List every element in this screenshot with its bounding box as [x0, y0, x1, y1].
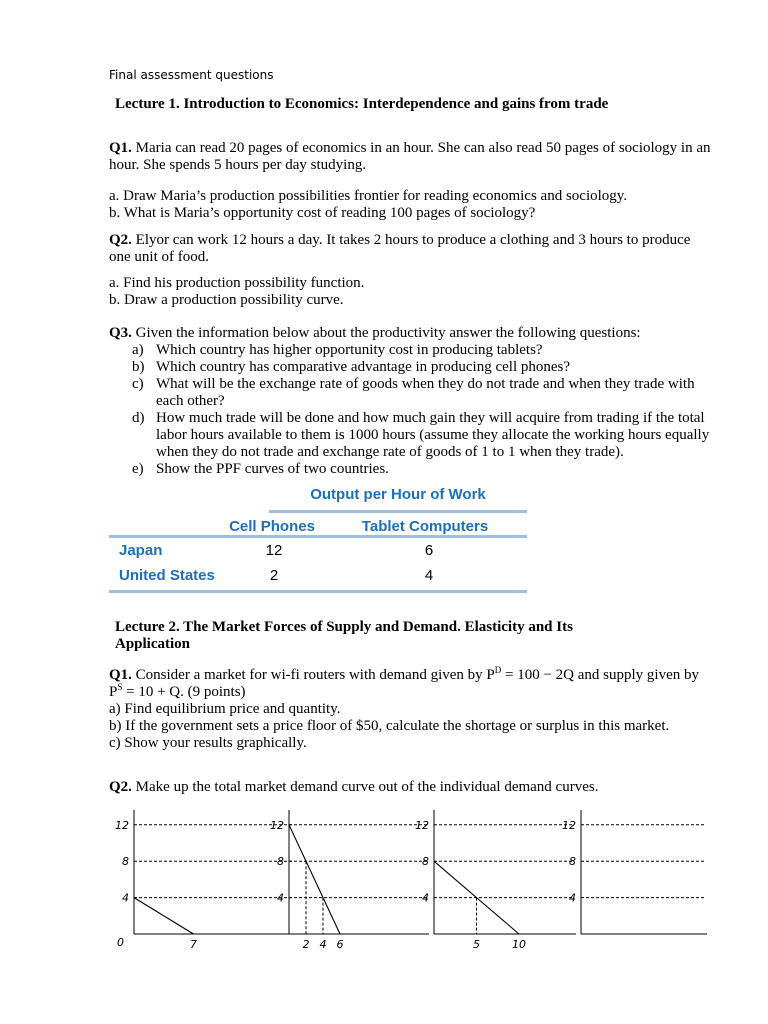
y-tick-label: 4 — [569, 891, 576, 905]
table-rule-top — [269, 510, 527, 513]
l1-q2-label: Q2. — [109, 232, 132, 248]
l2-q1-a: a) Find equilibrium price and quantity. — [109, 701, 341, 717]
lecture1-title: Lecture 1. Introduction to Economics: Interdependence and gains from trade — [115, 96, 609, 112]
y-tick-label: 8 — [569, 855, 576, 869]
table-rule-header — [109, 535, 527, 538]
l2-q2-text: Q2. Make up the total market demand curve out of the individual demand curves. — [109, 779, 599, 795]
y-tick-label: 12 — [270, 818, 284, 832]
l2-q1-label: Q1. — [109, 667, 132, 683]
y-tick-label: 12 — [415, 818, 429, 832]
l1-q2-text: Q2. Elyor can work 12 hours a day. It takes 2 hours to produce a clothing and 3 hours to produce one unit of food. — [109, 232, 691, 265]
x-tick-label: 10 — [512, 938, 526, 951]
list-item: c) What will be the exchange rate of goods when they do not trade and when they trade with each other? — [132, 376, 695, 409]
l2-q1-c: c) Show your results graphically. — [109, 735, 307, 751]
table-header-tablets: Tablet Computers — [361, 518, 489, 535]
x-tick-label: 7 — [190, 938, 197, 951]
l2-q1-b: b) If the government sets a price floor of $50, calculate the shortage or surplus in this market. — [109, 718, 670, 734]
y-tick-label: 4 — [422, 891, 429, 905]
demand-line — [289, 825, 340, 934]
table-row-japan: Japan — [119, 542, 163, 559]
l1-q3-label: Q3. — [109, 325, 132, 341]
lecture2-title-line1: Lecture 2. The Market Forces of Supply and Demand. Elasticity and Its — [115, 619, 573, 635]
list-item: a) Which country has higher opportunity cost in producing tablets? — [132, 342, 543, 358]
l1-q1-b: b. What is Maria’s opportunity cost of reading 100 pages of sociology? — [109, 205, 536, 221]
table-cell: 6 — [424, 542, 434, 559]
table-cell: 4 — [424, 567, 434, 584]
demand-line — [134, 898, 194, 934]
y-tick-label: 12 — [562, 818, 576, 832]
l1-q1-a: a. Draw Maria’s production possibilities frontier for reading economics and sociology. — [109, 188, 628, 204]
y-tick-label: 8 — [277, 855, 284, 869]
x-tick-label: 4 — [319, 938, 327, 951]
l1-q2-b: b. Draw a production possibility curve. — [109, 292, 344, 308]
y-tick-label: 4 — [277, 891, 284, 905]
x-tick-label: 5 — [473, 938, 480, 951]
l1-q3-list — [132, 342, 715, 478]
y-tick-label: 8 — [422, 855, 429, 869]
table-row-us: United States — [119, 567, 215, 584]
document-header: Final assessment questions — [109, 68, 274, 82]
table-cell: 12 — [265, 542, 283, 559]
l2-q1-text: Q1. Consider a market for wi-fi routers with demand given by $P^D = 100 - 2Q$ and supply given by $P^S = 10 + Q$. (9 points) — [109, 665, 700, 700]
y-tick-label: 4 — [122, 891, 129, 905]
list-item: d) How much trade will be done and how much gain they will acquire from trading if the total labor hours available to them is 1000 hours (assume they allocate the working hours equally when they do not trade and exchange rate of goods of 1 to 1 when they trade). — [132, 410, 710, 460]
list-item: e) Show the PPF curves of two countries. — [132, 461, 389, 477]
table-rule-bottom — [109, 590, 527, 593]
l2-q2-label: Q2. — [109, 779, 132, 795]
table-caption: Output per Hour of Work — [310, 486, 486, 503]
lecture2-title-line2: Application — [115, 636, 191, 652]
l1-q1-label: Q1. — [109, 140, 132, 156]
l1-q1-text: Q1. Maria can read 20 pages of economics in an hour. She can also read 50 pages of sociology in an hour. She spends 5 hours per day studying. — [109, 140, 711, 173]
x-tick-label: 2 — [302, 938, 310, 951]
demand-curves-figure — [100, 808, 720, 958]
origin-label: 0 — [117, 936, 124, 949]
list-item: b) Which country has comparative advantage in producing cell phones? — [132, 359, 571, 375]
table-cell: 2 — [269, 567, 279, 584]
productivity-table — [109, 480, 527, 592]
l1-q2-a: a. Find his production possibility function. — [109, 275, 365, 291]
x-tick-label: 6 — [336, 938, 344, 951]
y-tick-label: 12 — [115, 818, 129, 832]
y-tick-label: 8 — [122, 855, 129, 869]
l1-q3-text: Q3. Given the information below about the productivity answer the following questions: — [109, 325, 641, 341]
table-header-cell-phones: Cell Phones — [229, 518, 315, 535]
